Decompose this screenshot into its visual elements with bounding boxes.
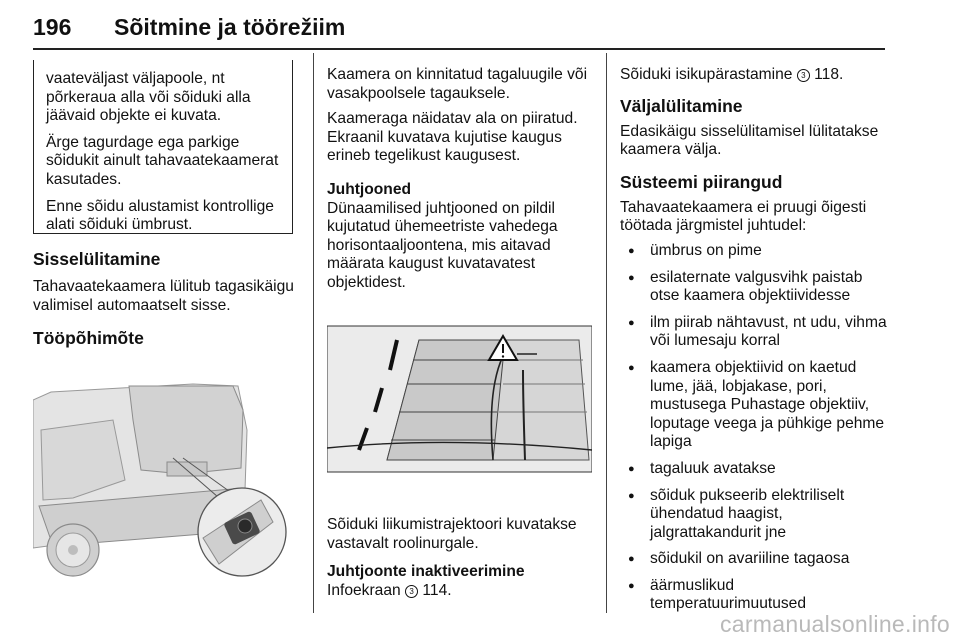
column-3-body (620, 66, 890, 622)
heading-juhtjooned: Juhtjooned (327, 180, 412, 198)
list-item: ● ilm piirab nähtavust, nt udu, vihma või lumesaju korral (620, 314, 890, 351)
page-number: 196 (33, 14, 72, 40)
guideline-display (327, 300, 592, 502)
heading-system-limits: Süsteemi piirangud (620, 171, 783, 192)
page-title: Sõitmine ja töörežiim (114, 14, 346, 40)
infoscreen-text: Infoekraan (327, 581, 401, 599)
heading-valjalulitamine: Väljalülitamine (620, 95, 743, 116)
warning-box (33, 60, 293, 234)
column-2-body-lower (327, 516, 597, 600)
personalisation-page-ref[interactable]: 118. (814, 66, 844, 83)
limits-list (620, 242, 890, 614)
header-divider (33, 48, 885, 50)
list-item: ● esilaternate valgusvihk paistab otse kaamera objektiividesse (620, 269, 890, 306)
paragraph-deactivation: Edasikäigu sisselülitamisel lülitatakse kaamera välja. (620, 122, 879, 159)
page-ref-icon: 3 (405, 585, 418, 598)
watermark: carmanualsonline.info (719, 611, 950, 637)
list-item: ● ümbrus on pime (620, 242, 890, 261)
paragraph-personalisation (620, 66, 890, 85)
list-item: ● äärmuslikud temperatuurimuutused (620, 577, 890, 614)
heading-inactivation: Juhtjoonte inaktiveerimine (327, 563, 525, 581)
column-1-body (33, 248, 303, 349)
warning-text-2: Ärge tagurdage ega parkige sõidukit ainult tahavaatekaamerat kasutades. (46, 133, 279, 188)
personalisation-text: Sõiduki isikupärastamine (620, 66, 793, 83)
paragraph-trajectory: Sõiduki liikumistrajektoori kuvatakse vastavalt roolinurgale. (327, 516, 577, 552)
list-item: ● sõiduk pukseerib elektriliselt ühendatud haagist, jalgrattakandurit jne (620, 487, 890, 543)
paragraph-guidelines: Dünaamilised juhtjooned on pildil kujutatud ühemeetriste vahedega horisontaaljoontena, mis aitavad määrata kaugust kuvatavatest objektidest. (327, 199, 558, 291)
list-item: ● tagaluuk avatakse (620, 460, 890, 479)
camera-display-illustration (327, 300, 592, 502)
infoscreen-page-ref[interactable]: 114. (422, 581, 452, 599)
warning-text-3: Enne sõidu alustamist kontrollige alati sõiduki ümbrust. (46, 197, 274, 234)
column-divider-1 (313, 53, 314, 613)
list-item: ● sõidukil on avariiline tagaosa (620, 550, 890, 569)
heading-sisselulitamine: Sisselülitamine (33, 249, 161, 269)
list-item: ● kaamera objektiivid on kaetud lume, jää, lobjakase, pori, mustusega Puhastage objektiiv, loputage veega ja pühkige pehme lapiga (620, 359, 890, 452)
page-ref-icon: 3 (797, 69, 810, 82)
column-divider-2 (606, 53, 607, 613)
van-rear-illustration (33, 370, 295, 580)
column-2-body (327, 66, 597, 293)
paragraph-camera-range: Kaameraga näidatav ala on piiratud. Ekraanil kuvatava kujutise kaugus erineb tegelikust kaugusest. (327, 110, 578, 165)
paragraph-infoscreen-ref (327, 582, 597, 601)
paragraph-activation: Tahavaatekaamera lülitub tagasikäigu valimisel automaatselt sisse. (33, 278, 294, 314)
paragraph-camera-mount: Kaamera on kinnitatud tagaluugile või vasakpoolsele tagauksele. (327, 66, 588, 102)
warning-text-1: vaateväljast väljapoole, nt põrkeraua alla või sõiduki alla jäävaid objekte ei kuvata. (46, 70, 251, 125)
camera-location-illustration (33, 370, 295, 580)
paragraph-limits-intro: Tahavaatekaamera ei pruugi õigesti töötada järgmistel juhtudel: (620, 198, 867, 235)
heading-toopohimote: Tööpõhimõte (33, 328, 144, 349)
